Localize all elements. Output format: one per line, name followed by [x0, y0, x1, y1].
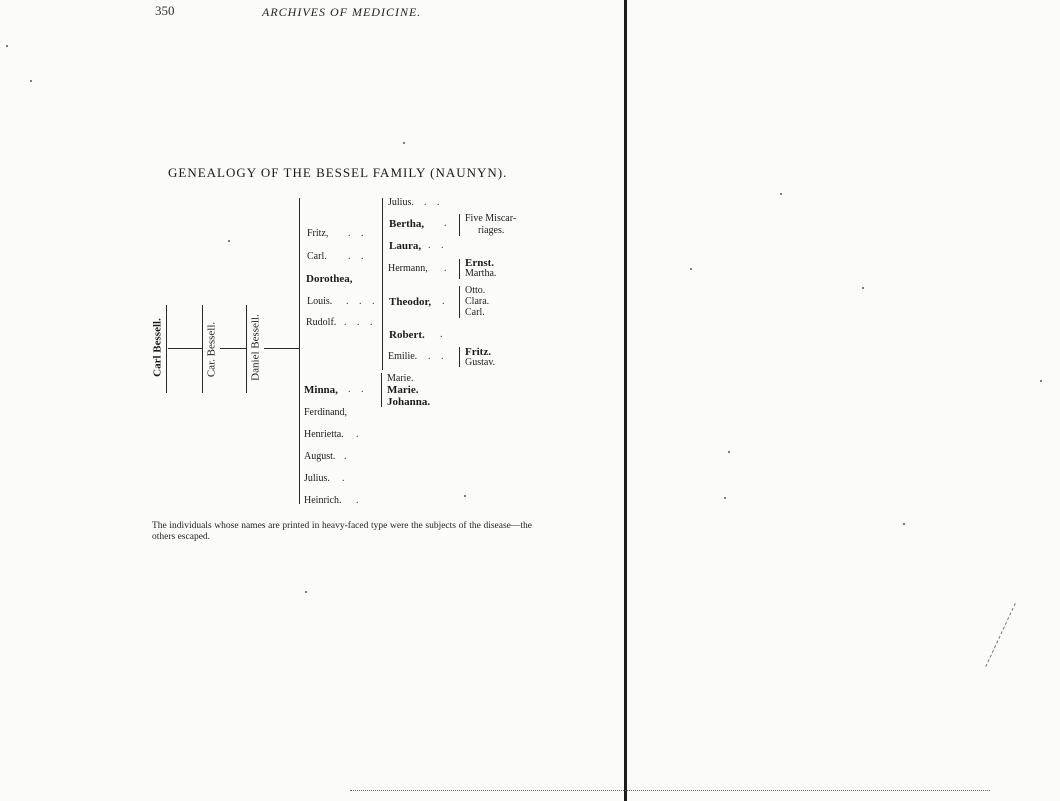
leader-dots: .	[444, 218, 451, 229]
scan-speck	[6, 45, 8, 47]
leader-dots: . .	[424, 197, 444, 208]
bertha-child-2: riages.	[478, 225, 505, 236]
child-louis: Louis.	[307, 296, 333, 307]
leader-dots: .	[442, 296, 449, 307]
hermann-bracket	[459, 259, 460, 279]
scan-speck	[862, 287, 864, 289]
ancestor-gen1: Carl Bessell.	[151, 318, 164, 377]
children-bracket	[299, 198, 300, 504]
grandchild-theodor: Theodor,	[389, 296, 432, 308]
connector-3-children	[264, 348, 300, 349]
running-title: ARCHIVES OF MEDICINE.	[262, 5, 422, 19]
leader-dots: . .	[348, 384, 368, 395]
leader-dots: .	[356, 495, 363, 506]
scan-speck	[903, 523, 905, 525]
grandchild-hermann: Hermann,	[388, 263, 428, 274]
scan-speck	[30, 80, 32, 82]
minna-bracket	[381, 373, 382, 407]
child-carl: Carl.	[307, 251, 327, 262]
hermann-child-martha: Martha.	[465, 268, 497, 279]
scan-speck	[1040, 380, 1042, 382]
grandchild-laura: Laura,	[389, 240, 422, 252]
scan-speck	[728, 451, 730, 453]
child-henrietta: Henrietta.	[304, 429, 344, 440]
ancestor-gen2: Car. Bessell.	[205, 321, 218, 378]
bracket-gen3	[246, 305, 247, 393]
scan-speck	[305, 591, 307, 593]
scan-speck	[780, 193, 782, 195]
minna-child-2: Marie.	[387, 384, 419, 396]
scan-noise	[350, 790, 990, 795]
child-julius: Julius.	[304, 473, 330, 484]
scan-speck	[228, 240, 230, 242]
emilie-bracket	[459, 347, 460, 367]
hermann-child-ernst: Ernst.	[465, 257, 495, 269]
bracket-gen2	[202, 305, 203, 393]
grandchild-robert: Robert.	[389, 329, 425, 341]
bertha-bracket	[459, 214, 460, 236]
grandchild-bertha: Bertha,	[389, 218, 425, 230]
leader-dots: . .	[428, 240, 448, 251]
child-ferdinand: Ferdinand,	[304, 407, 348, 418]
leader-dots: . .	[348, 251, 368, 262]
child-fritz: Fritz,	[307, 228, 329, 239]
child-minna: Minna,	[304, 384, 338, 396]
leader-dots: .	[344, 451, 351, 462]
theodor-bracket	[459, 286, 460, 318]
leader-dots: .	[444, 263, 451, 274]
page-number: 350	[155, 3, 175, 18]
scan-speck	[724, 497, 726, 499]
emilie-child-fritz: Fritz.	[465, 346, 491, 358]
minna-child-3: Johanna.	[387, 396, 431, 408]
theodor-child-carl: Carl.	[465, 307, 485, 318]
leader-dots: . .	[348, 228, 368, 239]
grandchild-julius: Julius.	[388, 197, 414, 208]
child-heinrich: Heinrich.	[304, 495, 342, 506]
scan-scratch	[985, 603, 1015, 667]
leader-dots: . .	[428, 351, 448, 362]
page-gutter	[624, 0, 627, 801]
scan-speck	[690, 268, 692, 270]
bracket-gen1	[166, 305, 167, 393]
leader-dots: .	[440, 329, 447, 340]
child-rudolf: Rudolf.	[306, 317, 337, 328]
child-dorothea: Dorothea,	[306, 273, 353, 285]
minna-child-1: Marie.	[387, 373, 414, 384]
bertha-child-1: Five Miscar-	[465, 213, 517, 224]
theodor-child-otto: Otto.	[465, 285, 486, 296]
connector-2-3	[220, 348, 246, 349]
leader-dots: .	[342, 473, 349, 484]
leader-dots: .	[356, 429, 363, 440]
leader-dots: . . .	[344, 317, 377, 328]
scan-speck	[403, 142, 405, 144]
grandchild-emilie: Emilie.	[388, 351, 418, 362]
emilie-child-gustav: Gustav.	[465, 357, 496, 368]
grandchildren-bracket	[382, 198, 383, 370]
scan-speck	[464, 495, 466, 497]
ancestor-gen3: Daniel Bessell.	[249, 314, 262, 381]
theodor-child-clara: Clara.	[465, 296, 490, 307]
connector-1-2	[168, 348, 202, 349]
leader-dots: . . .	[346, 296, 379, 307]
genealogy-title: GENEALOGY OF THE BESSEL FAMILY (NAUNYN).	[168, 165, 508, 180]
child-august: August.	[304, 451, 336, 462]
figure-caption: The individuals whose names are printed in heavy-faced type were the subjects of the disease—the others escaped.	[152, 521, 532, 542]
